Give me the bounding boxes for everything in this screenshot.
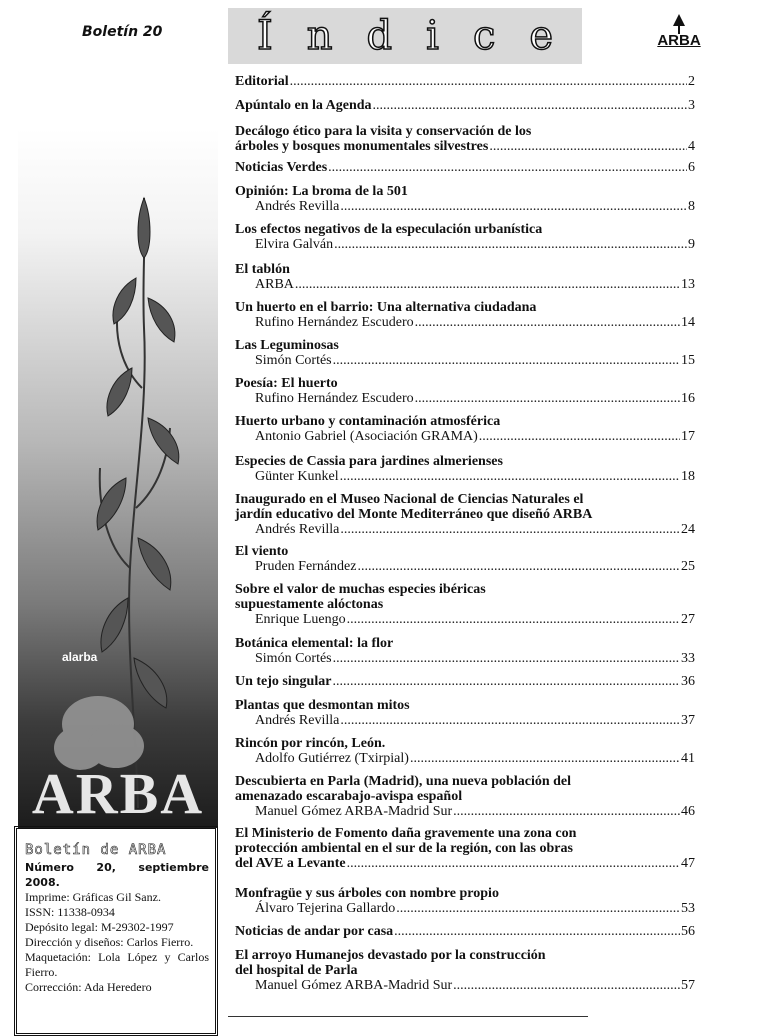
leader-dots [347,856,680,871]
toc-entry-title: Descubierta en Parla (Madrid), una nueva población del [235,774,572,789]
arba-logo [650,14,708,50]
leader-dots [396,901,680,916]
toc-entry[interactable] [235,184,695,214]
toc-entry[interactable] [235,376,695,406]
leader-dots [347,612,680,627]
toc-entry-page: 47 [681,856,695,871]
toc-entry-title: Las Leguminosas [235,338,339,353]
leader-dots [295,277,680,292]
leader-dots [340,713,680,728]
leader-dots [340,469,680,484]
toc-entry-title: El viento [235,544,289,559]
toc-entry-author: Pruden Fernández [255,559,357,574]
toc-entry-title: supuestamente alóctonas [235,597,384,612]
toc-entry-page: 16 [681,391,695,406]
page-title-box [228,8,588,64]
toc-entry-title: Opinión: La broma de la 501 [235,184,408,199]
toc-entry[interactable] [235,826,695,871]
leader-dots [373,98,687,113]
toc-entry-title: Noticias de andar por casa [235,924,394,939]
divider [228,1016,588,1019]
plant-illustration [18,128,218,828]
leader-dots [328,160,687,175]
leader-dots [332,674,680,689]
toc-entry[interactable] [235,222,695,252]
toc-entry-page: 41 [681,751,695,766]
leader-dots [340,199,687,214]
leader-dots [415,315,680,330]
toc-entry-page: 6 [688,160,695,175]
toc-entry-page: 46 [681,804,695,819]
toc-entry-page: 56 [681,924,695,939]
toc-entry[interactable] [235,492,695,537]
toc-entry[interactable] [235,454,695,484]
toc-entry-author: ARBA [255,277,294,292]
toc-entry-page: 3 [688,98,695,113]
toc-entry-author: Antonio Gabriel (Asociación GRAMA) [255,429,478,444]
leader-dots [340,522,680,537]
toc-entry-title: Inaugurado en el Museo Nacional de Ciencias Naturales el [235,492,584,507]
credits-line: ISSN: 11338-0934 [25,905,115,919]
sidebar-label: alarba [62,650,98,664]
leader-dots [453,804,680,819]
credits-line: Maquetación: Lola López y Carlos Fierro. [25,950,209,979]
leader-dots [334,237,687,252]
toc-entry-title: Un huerto en el barrio: Una alternativa ciudadana [235,300,537,315]
sidebar-arba-logo: ARBA [31,761,205,826]
toc-entry[interactable] [235,124,695,154]
toc-entry-title: Especies de Cassia para jardines almerienses [235,454,503,469]
toc-entry[interactable] [235,300,695,330]
toc-entry-page: 27 [681,612,695,627]
toc-entry-author: Enrique Luengo [255,612,346,627]
leader-dots [479,429,680,444]
credits-line: Corrección: Ada Heredero [25,980,152,994]
toc-entry-author: Manuel Gómez ARBA-Madrid Sur [255,978,453,993]
toc-entry-title: Noticias Verdes [235,160,328,175]
leader-dots [394,924,680,939]
toc-entry-page: 4 [688,139,695,154]
credits-box [14,826,218,1036]
toc-entry[interactable] [235,160,695,175]
leader-dots [453,978,680,993]
toc-entry-title: jardín educativo del Monte Mediterráneo que diseñó ARBA [235,507,593,522]
toc-entry-page: 57 [681,978,695,993]
toc-entry-title: Rincón por rincón, León. [235,736,386,751]
leader-dots [333,353,680,368]
credits-line: Imprime: Gráficas Gil Sanz. [25,890,161,904]
toc-entry[interactable] [235,774,695,819]
leader-dots [290,74,687,89]
leader-dots [333,651,680,666]
toc-entry-title: amenazado escarabajo-avispa español [235,789,463,804]
toc-entry[interactable] [235,924,695,939]
arba-logo-text: ARBA [657,32,701,49]
toc-entry-page: 18 [681,469,695,484]
toc-entry[interactable] [235,948,695,993]
toc-entry-author: Elvira Galván [255,237,334,252]
credits-line: Depósito legal: M-29302-1997 [25,920,174,934]
toc-entry-author: Manuel Gómez ARBA-Madrid Sur [255,804,453,819]
toc-entry-page: 2 [688,74,695,89]
toc-entry-title: El Ministerio de Fomento daña gravemente una zona con [235,826,577,841]
toc-entry-author: Simón Cortés [255,651,332,666]
toc-entry-page: 15 [681,353,695,368]
toc-entry[interactable] [235,582,695,627]
toc-entry[interactable] [235,544,695,574]
toc-entry-title: Monfragüe y sus árboles con nombre propio [235,886,499,901]
toc-entry-author: Andrés Revilla [255,522,340,537]
credits-title: Boletín de ARBA [25,842,167,858]
toc-entry-author: Adolfo Gutiérrez (Txirpial) [255,751,409,766]
toc-entry-page: 33 [681,651,695,666]
leader-dots [410,751,680,766]
toc-entry-page: 36 [681,674,695,689]
toc-entry[interactable] [235,674,695,689]
toc-entry-author: Günter Kunkel [255,469,339,484]
toc-entry-author: Andrés Revilla [255,713,340,728]
toc-entry-author: Simón Cortés [255,353,332,368]
toc-entry-page: 9 [688,237,695,252]
toc-entry-page: 8 [688,199,695,214]
toc-entry[interactable] [235,338,695,368]
sidebar-illustration [18,128,218,828]
toc-entry-title: Huerto urbano y contaminación atmosférica [235,414,501,429]
toc-entry-title: del hospital de Parla [235,963,358,978]
credits-line: Dirección y diseños: Carlos Fierro. [25,935,194,949]
toc-entry-title: protección ambiental en el sur de la región, con las obras [235,841,573,856]
toc-entry-title: Apúntalo en la Agenda [235,98,372,113]
toc-entry-page: 53 [681,901,695,916]
toc-entry-page: 37 [681,713,695,728]
toc-entry-title: Los efectos negativos de la especulación urbanística [235,222,543,237]
toc-entry-title: El arroyo Humanejos devastado por la construcción [235,948,546,963]
toc-entry-title: Poesía: El huerto [235,376,338,391]
toc-entry[interactable] [235,98,695,113]
leader-dots [357,559,680,574]
bulletin-number: Boletín 20 [82,24,163,40]
toc-entry-title: Sobre el valor de muchas especies ibéricas [235,582,486,597]
toc-entry[interactable] [235,736,695,766]
toc-entry[interactable] [235,698,695,728]
toc-entry-title: Editorial [235,74,289,89]
toc-entry-title: Plantas que desmontan mitos [235,698,410,713]
leader-dots [489,139,687,154]
toc-entry-title: del AVE a Levante [235,856,346,871]
toc-entry[interactable] [235,636,695,666]
toc-entry-page: 17 [681,429,695,444]
toc-entry-page: 13 [681,277,695,292]
toc-entry-title: árboles y bosques monumentales silvestres [235,139,489,154]
toc-entry-page: 14 [681,315,695,330]
toc-entry-author: Rufino Hernández Escudero [255,315,414,330]
toc-entry-title: Botánica elemental: la flor [235,636,394,651]
toc-entry[interactable] [235,74,695,89]
tree-icon [672,14,686,34]
toc-entry-title: Un tejo singular [235,674,332,689]
leader-dots [415,391,680,406]
toc-entry[interactable] [235,886,695,916]
toc-entry-author: Andrés Revilla [255,199,340,214]
page-title: Índice [256,13,588,59]
toc-entry[interactable] [235,262,695,292]
toc-entry-title: El tablón [235,262,290,277]
toc-entry-author: Rufino Hernández Escudero [255,391,414,406]
toc-entry[interactable] [235,414,695,444]
toc-entry-page: 24 [681,522,695,537]
toc-entry-page: 25 [681,559,695,574]
toc-entry-title: Decálogo ético para la visita y conservación de los [235,124,532,139]
issue-number: Número 20, septiembre 2008. [25,861,209,889]
toc-entry-author: Álvaro Tejerina Gallardo [255,901,396,916]
